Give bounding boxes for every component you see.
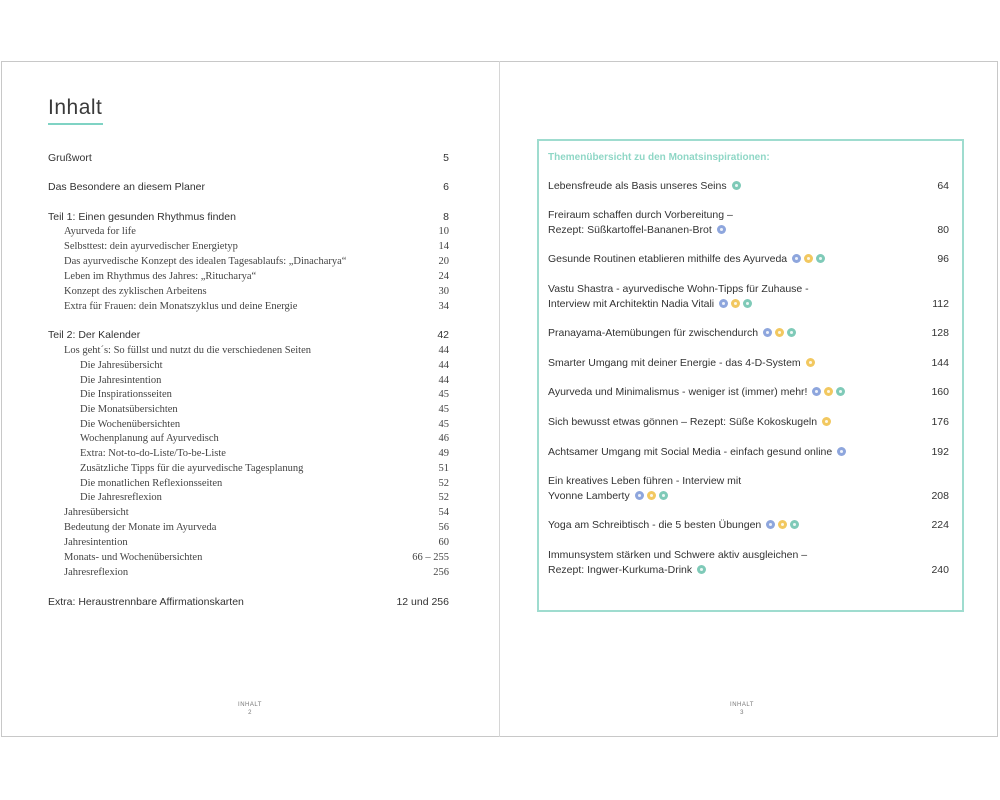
toc-entry-title: Die Jahresübersicht [80, 360, 163, 371]
topic-title-text: Pranayama-Atemübungen für zwischendurch [548, 327, 759, 339]
topic-title-line [548, 297, 949, 312]
toc-entry-title: Jahresreflexion [64, 567, 129, 578]
toc-entry [48, 240, 449, 254]
topic-title-line [548, 179, 949, 194]
topic-page-number: 80 [937, 224, 949, 236]
toc-entry-page: 54 [438, 507, 449, 518]
toc-entry-title: Die Inspirationsseiten [80, 389, 172, 400]
toc-entry [48, 595, 449, 609]
topic-page-number: 208 [931, 490, 949, 502]
toc-entry-page: 45 [438, 404, 449, 415]
toc-entry-page: 66 – 255 [412, 552, 449, 563]
toc-entry-title: Grußwort [48, 152, 92, 164]
toc-entry-title: Extra: Not-to-do-Liste/To-be-Liste [80, 448, 226, 459]
toc-entry [48, 180, 449, 194]
toc-entry [48, 521, 449, 535]
toc-entry [48, 477, 449, 491]
toc-entry-page: 30 [438, 286, 449, 297]
yellow-flower-icon [775, 328, 784, 337]
teal-flower-icon [816, 254, 825, 263]
topic-title-text: Yvonne Lamberty [548, 490, 630, 502]
toc-entry-page: 44 [438, 345, 449, 356]
dosha-icons [760, 327, 796, 342]
dosha-icons [789, 253, 825, 268]
yellow-flower-icon [822, 417, 831, 426]
toc-entry [48, 270, 449, 284]
blue-flower-icon [719, 299, 728, 308]
toc-entry-title: Das ayurvedische Konzept des idealen Tagesablaufs: „Dinacharya“ [64, 256, 347, 267]
topic-entry [548, 548, 949, 578]
yellow-flower-icon [804, 254, 813, 263]
toc-entry-title: Die monatlichen Reflexionsseiten [80, 478, 223, 489]
topic-title-text: Freiraum schaffen durch Vorbereitung – [548, 209, 733, 221]
toc-entry-page: 52 [438, 478, 449, 489]
toc-entry-title: Die Wochenübersichten [80, 419, 181, 430]
toc-entry-title: Die Jahresintention [80, 375, 162, 386]
toc-entry-page: 42 [437, 329, 449, 341]
toc-entry-title: Jahresübersicht [64, 507, 129, 518]
toc-entry-title: Die Jahresreflexion [80, 492, 162, 503]
topic-title-line [548, 282, 949, 297]
topic-entry [548, 252, 949, 267]
topic-page-number: 192 [931, 446, 949, 458]
topic-entry [548, 474, 949, 504]
toc-entry-page: 44 [438, 360, 449, 371]
topic-title-text: Smarter Umgang mit deiner Energie - das 4-D-System [548, 357, 801, 369]
topic-title-line [548, 356, 949, 371]
toc-entry-page: 34 [438, 301, 449, 312]
blue-flower-icon [635, 491, 644, 500]
topic-overview-heading: Themenübersicht zu den Monatsinspirationen: [548, 152, 770, 163]
topic-page-number: 96 [937, 253, 949, 265]
dosha-icons [803, 357, 815, 372]
topic-page-number: 112 [932, 298, 949, 310]
teal-flower-icon [743, 299, 752, 308]
toc-entry-page: 24 [438, 271, 449, 282]
toc-entry [48, 418, 449, 432]
topic-title-line [548, 208, 949, 223]
topic-entry [548, 445, 949, 460]
toc-entry [48, 255, 449, 269]
toc-entry-page: 52 [438, 492, 449, 503]
yellow-flower-icon [806, 358, 815, 367]
toc-entry-title: Monats- und Wochenübersichten [64, 552, 203, 563]
toc-entry-title: Teil 2: Der Kalender [48, 329, 141, 341]
topic-title-line [548, 563, 949, 578]
topic-title-line [548, 518, 949, 533]
dosha-icons [716, 298, 752, 313]
blue-flower-icon [717, 225, 726, 234]
left-footer [200, 701, 300, 717]
topic-title-line [548, 223, 949, 238]
topic-title-line [548, 252, 949, 267]
dosha-icons [694, 564, 706, 579]
toc-entry [48, 462, 449, 476]
topic-title-text: Sich bewusst etwas gönnen – Rezept: Süße Kokoskugeln [548, 416, 818, 428]
toc-entry [48, 300, 449, 314]
footer-page-number: 3 [740, 710, 744, 716]
toc-entry-page: 46 [438, 433, 449, 444]
topic-title-text: Rezept: Ingwer-Kurkuma-Drink [548, 564, 693, 576]
toc-entry [48, 491, 449, 505]
teal-flower-icon [790, 520, 799, 529]
toc-entry [48, 447, 449, 461]
toc-entry [48, 285, 449, 299]
topic-title-text: Gesunde Routinen etablieren mithilfe des Ayurveda [548, 253, 788, 265]
footer-page-number: 2 [248, 710, 252, 716]
toc-entry-title: Selbsttest: dein ayurvedischer Energietyp [64, 241, 238, 252]
toc-entry-page: 44 [438, 375, 449, 386]
toc-entry [48, 432, 449, 446]
toc-entry-page: 10 [438, 226, 449, 237]
yellow-flower-icon [778, 520, 787, 529]
teal-flower-icon [836, 387, 845, 396]
title-underline [48, 123, 103, 125]
topic-title-text: Interview mit Architektin Nadia Vitali [548, 298, 715, 310]
toc-entry-title: Extra für Frauen: dein Monatszyklus und deine Energie [64, 301, 298, 312]
topic-entry [548, 356, 949, 371]
topic-entry [548, 518, 949, 533]
toc-entry-title: Bedeutung der Monate im Ayurveda [64, 522, 217, 533]
toc-entry-title: Konzept des zyklischen Arbeitens [64, 286, 207, 297]
topic-title-line [548, 489, 949, 504]
topic-title-text: Rezept: Süßkartoffel-Bananen-Brot [548, 224, 712, 236]
topic-page-number: 224 [931, 519, 949, 531]
toc-entry-page: 8 [443, 211, 449, 223]
toc-entry-title: Wochenplanung auf Ayurvedisch [80, 433, 219, 444]
topic-title-text: Ayurveda und Minimalismus - weniger ist (immer) mehr! [548, 386, 808, 398]
topic-title-text: Ein kreatives Leben führen - Interview mit [548, 475, 742, 487]
toc-entry-page: 60 [438, 537, 449, 548]
toc-entry-page: 51 [438, 463, 449, 474]
topic-entry [548, 415, 949, 430]
toc-entry-title: Jahresintention [64, 537, 128, 548]
topic-title-text: Lebensfreude als Basis unseres Seins [548, 180, 727, 192]
topic-title-text: Achtsamer Umgang mit Social Media - einfach gesund online [548, 446, 833, 458]
toc-entry-page: 12 und 256 [396, 596, 449, 608]
right-footer [692, 701, 792, 717]
dosha-icons [809, 386, 845, 401]
toc-entry-page: 6 [443, 181, 449, 193]
dosha-icons [729, 180, 741, 195]
footer-label: INHALT [238, 702, 262, 708]
topic-title-line [548, 415, 949, 430]
toc-entry-page: 45 [438, 389, 449, 400]
topic-entry [548, 208, 949, 238]
yellow-flower-icon [731, 299, 740, 308]
topic-entry [548, 179, 949, 194]
topic-title-text: Immunsystem stärken und Schwere aktiv ausgleichen – [548, 549, 808, 561]
dosha-icons [714, 224, 726, 239]
page-title: Inhalt [48, 96, 103, 119]
topic-page-number: 64 [937, 180, 949, 192]
topic-title-text: Vastu Shastra - ayurvedische Wohn-Tipps für Zuhause - [548, 283, 809, 295]
toc-entry [48, 151, 449, 165]
topic-title-text: Yoga am Schreibtisch - die 5 besten Übungen [548, 519, 762, 531]
blue-flower-icon [766, 520, 775, 529]
topic-entry [548, 326, 949, 341]
toc-entry [48, 566, 449, 580]
toc-entry [48, 359, 449, 373]
topic-title-line [548, 548, 949, 563]
dosha-icons [763, 519, 799, 534]
toc-entry-title: Extra: Heraustrennbare Affirmationskarten [48, 596, 244, 608]
toc-entry-title: Los geht´s: So füllst und nutzt du die verschiedenen Seiten [64, 345, 311, 356]
yellow-flower-icon [824, 387, 833, 396]
toc-entry-title: Die Monatsübersichten [80, 404, 178, 415]
toc-entry-page: 56 [438, 522, 449, 533]
toc-entry-page: 20 [438, 256, 449, 267]
topic-title-line [548, 474, 949, 489]
topic-entry [548, 385, 949, 400]
blue-flower-icon [812, 387, 821, 396]
toc-entry [48, 506, 449, 520]
teal-flower-icon [697, 565, 706, 574]
yellow-flower-icon [647, 491, 656, 500]
topic-page-number: 128 [931, 327, 949, 339]
toc-entry-title: Leben im Rhythmus des Jahres: „Ritucharya“ [64, 271, 257, 282]
footer-label: INHALT [730, 702, 754, 708]
toc-entry-page: 256 [433, 567, 449, 578]
toc-entry-page: 14 [438, 241, 449, 252]
teal-flower-icon [659, 491, 668, 500]
teal-flower-icon [732, 181, 741, 190]
toc-entry-page: 5 [443, 152, 449, 164]
toc-entry-title: Ayurveda for life [64, 226, 136, 237]
topic-page-number: 144 [931, 357, 949, 369]
toc-entry [48, 403, 449, 417]
topic-title-line [548, 445, 949, 460]
blue-flower-icon [837, 447, 846, 456]
blue-flower-icon [792, 254, 801, 263]
topic-title-line [548, 326, 949, 341]
toc-entry [48, 328, 449, 342]
topic-page-number: 176 [931, 416, 949, 428]
toc-entry-title: Zusätzliche Tipps für die ayurvedische Tagesplanung [80, 463, 304, 474]
dosha-icons [819, 416, 831, 431]
teal-flower-icon [787, 328, 796, 337]
toc-entry [48, 551, 449, 565]
toc-entry [48, 536, 449, 550]
topic-page-number: 240 [931, 564, 949, 576]
toc-entry [48, 374, 449, 388]
topic-entry [548, 282, 949, 312]
toc-entry [48, 344, 449, 358]
dosha-icons [834, 446, 846, 461]
topic-title-line [548, 385, 949, 400]
dosha-icons [632, 490, 668, 505]
toc-entry-page: 49 [438, 448, 449, 459]
toc-entry [48, 225, 449, 239]
toc-entry-title: Das Besondere an diesem Planer [48, 181, 206, 193]
toc-entry-title: Teil 1: Einen gesunden Rhythmus finden [48, 211, 236, 223]
toc-entry [48, 210, 449, 224]
toc-entry [48, 388, 449, 402]
toc-entry-page: 45 [438, 419, 449, 430]
blue-flower-icon [763, 328, 772, 337]
topic-page-number: 160 [931, 386, 949, 398]
